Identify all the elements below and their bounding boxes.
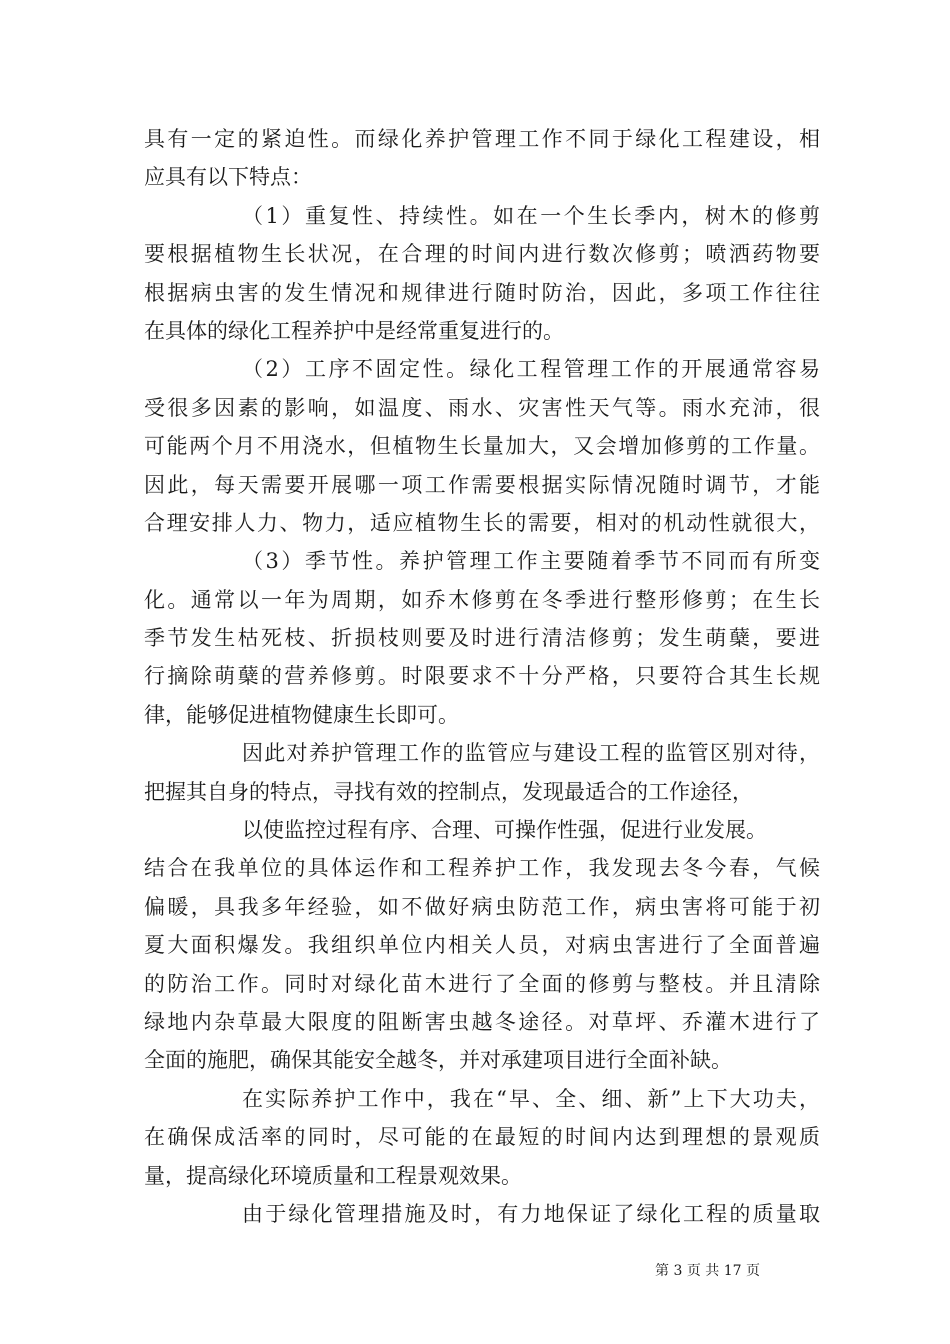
text-line: 根据病虫害的发生情况和规律进行随时防治，因此，多项工作往往 (144, 280, 820, 305)
text-line: 在确保成活率的同时，尽可能的在最短的时间内达到理想的景观质 (144, 1125, 820, 1150)
text-line: 夏大面积爆发。我组织单位内相关人员，对病虫害进行了全面普遍 (144, 933, 820, 958)
text-line: 偏暖，具我多年经验，如不做好病虫防范工作，病虫害将可能于初 (144, 894, 820, 919)
text-line: 合理安排人力、物力，适应植物生长的需要，相对的机动性就很大， (144, 510, 820, 535)
text-line: 结合在我单位的具体运作和工程养护工作，我发现去冬今春，气候 (144, 856, 820, 881)
text-line: 应具有以下特点： (144, 165, 312, 190)
text-line: 把握其自身的特点，寻找有效的控制点，发现最适合的工作途径， (144, 779, 753, 804)
text-line: 量，提高绿化环境质量和工程景观效果。 (144, 1163, 522, 1188)
text-line: 因此，每天需要开展哪一项工作需要根据实际情况随时调节，才能 (144, 472, 820, 497)
text-line: 律，能够促进植物健康生长即可。 (144, 702, 459, 727)
text-line: 要根据植物生长状况，在合理的时间内进行数次修剪；喷洒药物要 (144, 242, 820, 267)
text-line: 在具体的绿化工程养护中是经常重复进行的。 (144, 318, 564, 343)
text-line: 可能两个月不用浇水，但植物生长量加大，又会增加修剪的工作量。 (144, 434, 820, 459)
text-line: 在实际养护工作中，我在“早、全、细、新”上下大功夫， (242, 1086, 820, 1111)
text-line: 的防治工作。同时对绿化苗木进行了全面的修剪与整枝。并且清除 (144, 971, 820, 996)
text-line: 受很多因素的影响，如温度、雨水、灾害性天气等。雨水充沛，很 (144, 395, 820, 420)
text-line: （3）季节性。养护管理工作主要随着季节不同而有所变 (242, 549, 820, 574)
text-line: （1）重复性、持续性。如在一个生长季内，树木的修剪 (242, 203, 820, 228)
document-body (144, 120, 820, 1233)
text-line: 绿地内杂草最大限度的阻断害虫越冬途径。对草坪、乔灌木进行了 (144, 1009, 820, 1034)
text-line: 全面的施肥，确保其能安全越冬，并对承建项目进行全面补缺。 (144, 1048, 732, 1073)
text-line: 以使监控过程有序、合理、可操作性强，促进行业发展。 (242, 818, 767, 843)
text-line: （2）工序不固定性。绿化工程管理工作的开展通常容易 (242, 357, 820, 382)
text-line: 行摘除萌蘖的营养修剪。时限要求不十分严格，只要符合其生长规 (144, 664, 820, 689)
text-line: 化。通常以一年为周期，如乔木修剪在冬季进行整形修剪；在生长 (144, 587, 820, 612)
text-line: 季节发生枯死枝、折损枝则要及时进行清洁修剪；发生萌蘖，要进 (144, 626, 820, 651)
text-line: 具有一定的紧迫性。而绿化养护管理工作不同于绿化工程建设，相 (144, 127, 820, 151)
text-line: 因此对养护管理工作的监管应与建设工程的监管区别对待， (242, 741, 820, 766)
text-line: 由于绿化管理措施及时，有力地保证了绿化工程的质量取 (242, 1201, 820, 1226)
page-number-footer: 第 3 页 共 17 页 (655, 1263, 760, 1279)
